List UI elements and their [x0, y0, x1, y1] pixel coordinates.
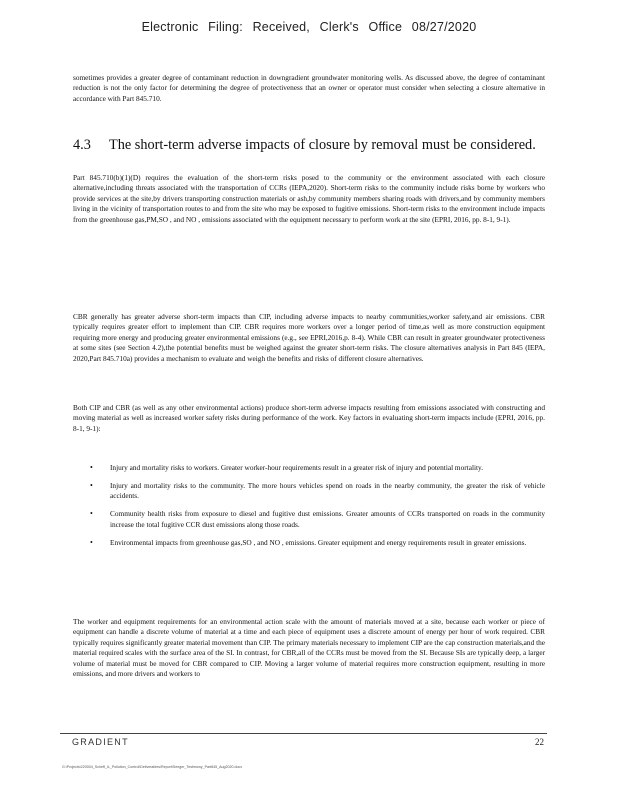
section-title: The short-term adverse impacts of closure by removal must be considered. [109, 137, 536, 153]
list-item-text: Injury and mortality risks to workers. Greater worker-hour requirements result in a greater risk of injury and potential mortality. [110, 463, 484, 472]
footer-divider [60, 733, 547, 734]
bullet-icon: • [90, 537, 93, 547]
body-paragraph: Part 845.710(b)(1)(D) requires the evaluation of the short-term risks posed to the community or the environment associated with each closure alternative,including threats associated with the transportation of CCRs (IEPA,2020). Short-term risks to the community include risks borne by workers who provide services at the site,by drivers transporting construction materials or ash,by community members sharing roads with drivers,and by community members living in the vicinity of transportation routes to and from the site who may be exposed to fugitive emissions. Short-term risks to the environment include impacts from the greenhouse gas,PM,SO , and NO , emissions associated with the equipment necessary to perform work at the site (EPRI, 2016, pp. 8-1, 9-1). [73, 173, 545, 224]
list-item [90, 463, 545, 473]
bullet-icon: • [90, 509, 93, 519]
closing-paragraph-block [73, 617, 545, 679]
list-item-text: Environmental impacts from greenhouse gas,SO , and NO , emissions. Greater equipment and energy requirements result in greater emissions. [110, 537, 527, 547]
closing-paragraph: The worker and equipment requirements for an environmental action scale with the amount of materials moved at a site, because each worker or piece of equipment can handle a discrete volume of material at a time and each piece of equipment uses a discrete amount of energy per hour of work required. CBR typically requires significantly greater material movement than CIP. The primary materials necessary to implement CIP are the cap construction materials,and the material required scales with the surface area of the SI. In contrast, for CBR,all of the CCRs must be moved from the SI. Because SIs are typically deep, a larger volume of material must be moved for CBR compared to CIP. Moving a larger volume of material requires more construction equipment, resulting in more emissions, and more drivers and workers to [73, 617, 545, 679]
paragraph-block-1 [73, 173, 545, 225]
bullet-icon: • [90, 480, 93, 490]
section-number: 4.3 [73, 137, 91, 153]
list-item-text: Community health risks from exposure to diesel and fugitive dust emissions. Greater amounts of CCRs transported on roads in the community increase the total fugitive CCR dust emissions along those roads. [110, 509, 545, 529]
company-logo: GRADIENT [72, 737, 129, 747]
list-item [90, 509, 545, 530]
list-item-text: Injury and mortality risks to the community. The more hours vehicles spend on roads in the nearby community, the greater the risk of vehicle accidents. [110, 480, 545, 501]
bullet-icon: • [90, 463, 93, 472]
intro-paragraph: sometimes provides a greater degree of contaminant reduction in downgradient groundwater monitoring wells. As discussed above, the degree of contaminant reduction is not the only factor for determining the degree of protectiveness that an owner or operator must consider when selecting a closure alternative in accordance with Part 845.710. [73, 73, 545, 103]
paragraph-block-3 [73, 403, 545, 434]
body-paragraph: Both CIP and CBR (as well as any other environmental actions) produce short-term adverse impacts resulting from emissions associated with constructing and moving material as well as increased worker safety risks during performance of the work. Key factors in evaluating short-term impacts include (EPRI, 2016, pp. 8-1, 9-1): [73, 403, 545, 433]
section-heading [73, 137, 553, 154]
paragraph-block-2 [73, 312, 545, 364]
page-number: 22 [535, 737, 544, 747]
list-item [90, 481, 545, 502]
intro-paragraph-block [73, 73, 545, 104]
body-paragraph: CBR generally has greater adverse short-term impacts than CIP, including adverse impacts to nearby communities,worker safety,and air emissions. CBR typically requires greater effort to implement than CIP. CBR requires more workers over a longer period of time,as well as more construction equipment requiring more energy and producing greater environmental emissions (e.g., see EPRI,2016,p. 8-4). While CBR can result in greater groundwater protectiveness at some sites (see Section 4.2),the potential benefits must be weighed against the greater short-term risks. The closure alternatives analysis in Part 845 (IEPA, 2020,Part 845.710a) provides a mechanism to evaluate and weigh the benefits and risks of different closure alternatives. [73, 312, 545, 363]
filing-stamp-header: Electronic Filing: Received, Clerk's Office 08/27/2020 [141, 20, 477, 34]
key-factors-list [90, 463, 545, 555]
file-path-footer: G:\Projects\220004_Scheff_IL_Pollution_Control\Deliverables\Report\Seeger_Testimony_Part845_Aug2020.docx [62, 765, 243, 769]
list-item [90, 538, 545, 548]
